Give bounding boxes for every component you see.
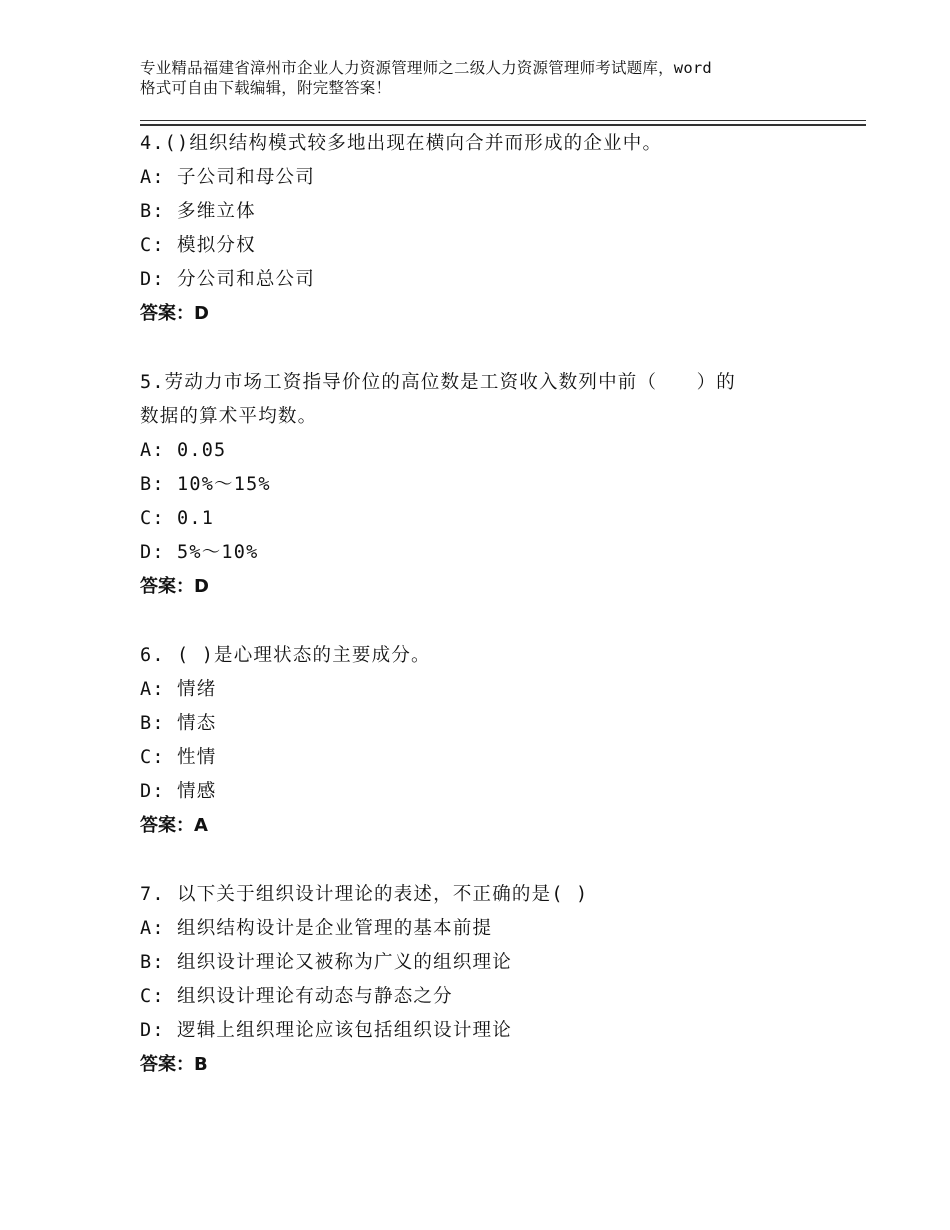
header-line-1: 专业精品福建省漳州市企业人力资源管理师之二级人力资源管理师考试题库，word bbox=[140, 59, 712, 77]
question-7-option-d: D: 逻辑上组织理论应该包括组织设计理论 bbox=[140, 1020, 512, 1041]
question-7-stem: 7. 以下关于组织设计理论的表述，不正确的是( ) bbox=[140, 884, 589, 905]
question-6-option-d: D: 情感 bbox=[140, 781, 217, 802]
question-7-option-c: C: 组织设计理论有动态与静态之分 bbox=[140, 986, 453, 1007]
question-4-option-a: A: 子公司和母公司 bbox=[140, 167, 315, 188]
question-5-stem-line-2: 数据的算术平均数。 bbox=[140, 406, 318, 427]
question-7-option-a: A: 组织结构设计是企业管理的基本前提 bbox=[140, 918, 493, 939]
question-7-answer: 答案：B bbox=[140, 1054, 208, 1075]
question-4-answer: 答案：D bbox=[140, 303, 209, 324]
question-5-option-c: C: 0.1 bbox=[140, 508, 215, 529]
question-5-option-a: A: 0.05 bbox=[140, 440, 227, 461]
question-6-option-a: A: 情绪 bbox=[140, 679, 217, 700]
question-6-answer: 答案：A bbox=[140, 815, 208, 836]
header-divider-thin bbox=[140, 120, 866, 121]
header-divider-thick bbox=[140, 124, 866, 126]
question-6-option-b: B: 情态 bbox=[140, 713, 217, 734]
question-4-option-b: B: 多维立体 bbox=[140, 201, 256, 222]
question-4-option-d: D: 分公司和总公司 bbox=[140, 269, 315, 290]
question-7-option-b: B: 组织设计理论又被称为广义的组织理论 bbox=[140, 952, 512, 973]
question-5-stem-line-1: 5.劳动力市场工资指导价位的高位数是工资收入数列中前（ ）的 bbox=[140, 372, 736, 393]
question-4-option-c: C: 模拟分权 bbox=[140, 235, 256, 256]
question-5-option-d: D: 5%～10% bbox=[140, 542, 259, 563]
question-4-stem: 4.()组织结构模式较多地出现在横向合并而形成的企业中。 bbox=[140, 133, 663, 154]
document-header bbox=[140, 58, 830, 98]
question-6-option-c: C: 性情 bbox=[140, 747, 217, 768]
header-line-2: 格式可自由下载编辑，附完整答案！ bbox=[140, 79, 392, 97]
question-6-stem: 6. ( )是心理状态的主要成分。 bbox=[140, 645, 431, 666]
question-5-option-b: B: 10%～15% bbox=[140, 474, 271, 495]
question-5-answer: 答案：D bbox=[140, 576, 209, 597]
